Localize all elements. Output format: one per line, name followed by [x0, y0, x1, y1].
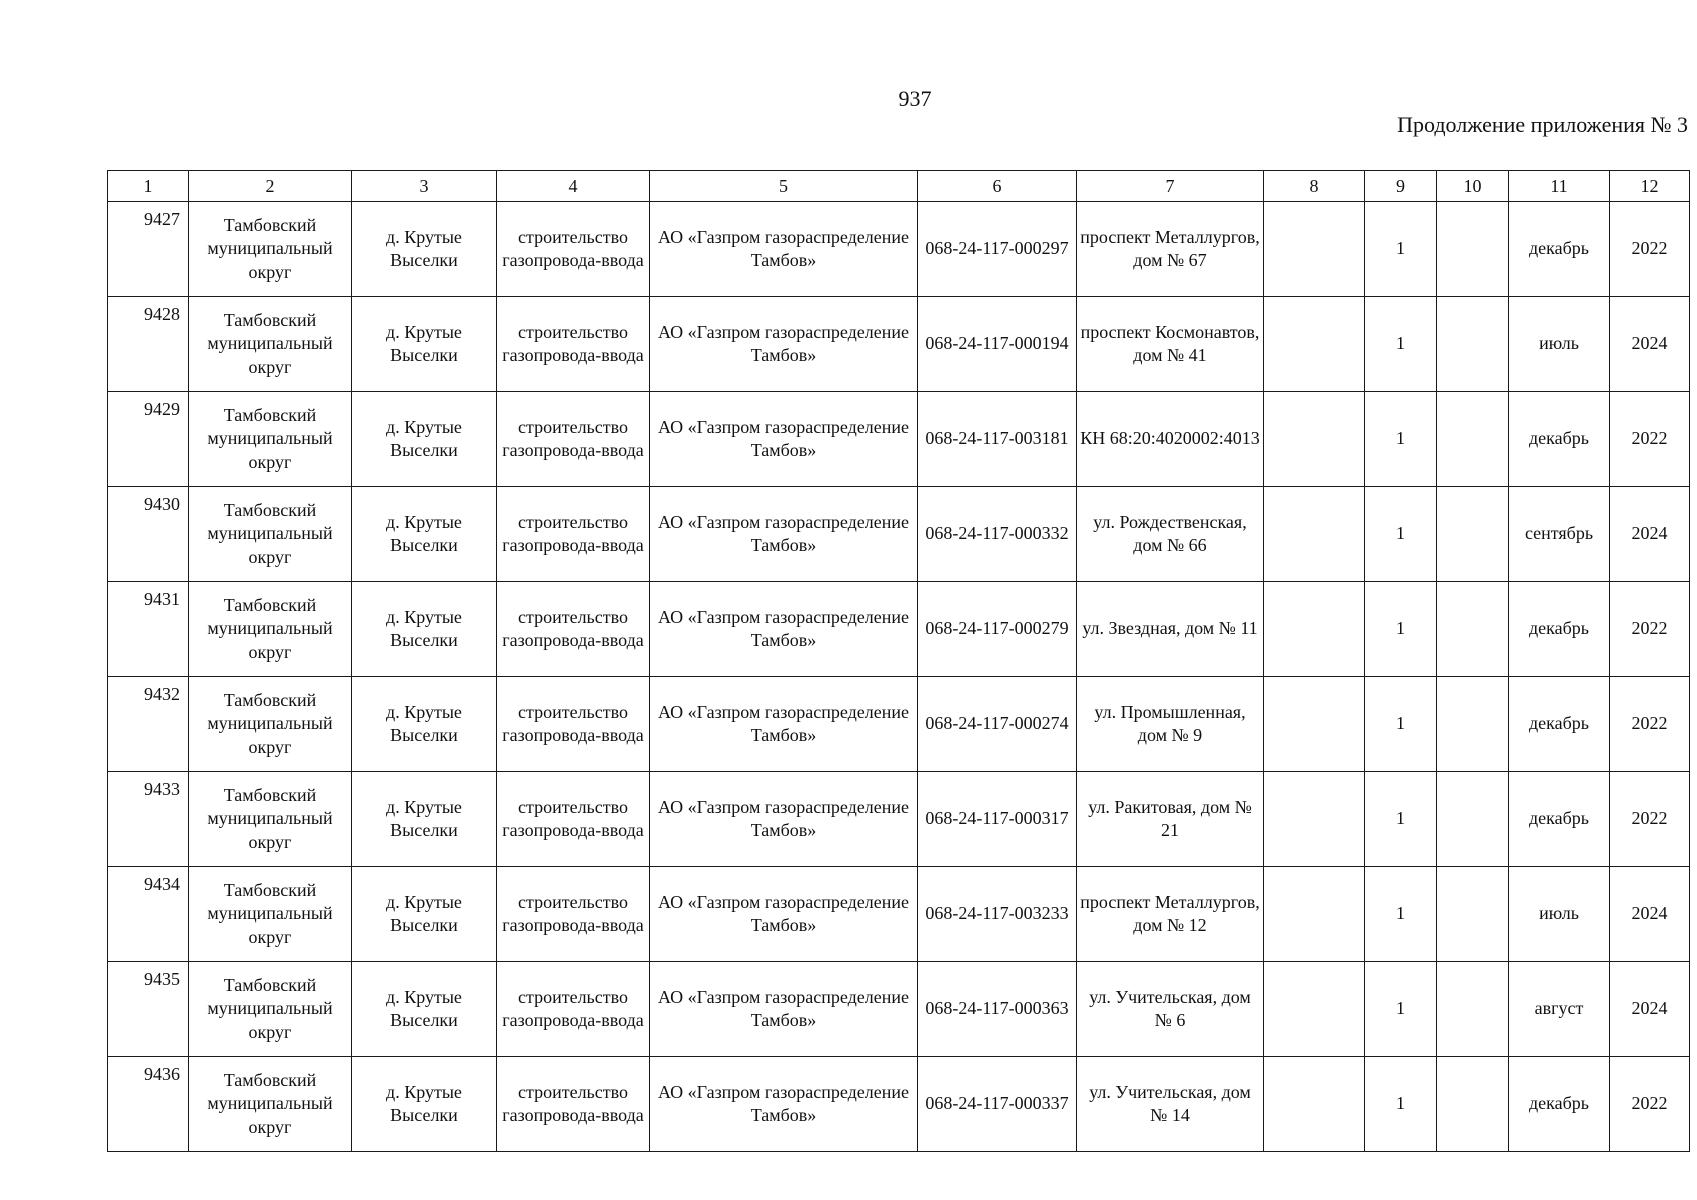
cell-year: 2024 [1610, 297, 1690, 392]
column-header-12: 12 [1610, 171, 1690, 202]
cell-col8 [1264, 582, 1365, 677]
table-header [108, 171, 1690, 202]
cell-work-type: строительство газопровода-ввода [497, 392, 650, 487]
appendix-caption: Продолжение приложения № 3 [1397, 112, 1688, 137]
cell-col10 [1437, 392, 1509, 487]
cell-work-type: строительство газопровода-ввода [497, 582, 650, 677]
cell-year: 2024 [1610, 962, 1690, 1057]
cell-work-type: строительство газопровода-ввода [497, 962, 650, 1057]
cell-month: декабрь [1509, 1057, 1610, 1152]
column-header-4: 4 [497, 171, 650, 202]
cell-month: декабрь [1509, 392, 1610, 487]
cell-object-code: 068-24-117-000274 [918, 677, 1077, 772]
table-row [108, 962, 1690, 1057]
table-body [108, 202, 1690, 1152]
cell-object-code: 068-24-117-000317 [918, 772, 1077, 867]
cell-settlement: д. Крутые Выселки [352, 392, 497, 487]
cell-settlement: д. Крутые Выселки [352, 297, 497, 392]
cell-col10 [1437, 297, 1509, 392]
cell-num: 9434 [108, 867, 189, 962]
cell-month: июль [1509, 297, 1610, 392]
cell-count: 1 [1365, 202, 1437, 297]
cell-district: Тамбовский муниципальный округ [189, 772, 352, 867]
table-row [108, 867, 1690, 962]
cell-work-type: строительство газопровода-ввода [497, 867, 650, 962]
cell-month: август [1509, 962, 1610, 1057]
column-header-1: 1 [108, 171, 189, 202]
cell-col8 [1264, 867, 1365, 962]
header-row [108, 171, 1690, 202]
cell-settlement: д. Крутые Выселки [352, 867, 497, 962]
cell-month: июль [1509, 867, 1610, 962]
cell-organization: АО «Газпром газораспределение Тамбов» [650, 392, 918, 487]
column-header-5: 5 [650, 171, 918, 202]
cell-settlement: д. Крутые Выселки [352, 582, 497, 677]
table-row [108, 392, 1690, 487]
cell-month: декабрь [1509, 772, 1610, 867]
cell-col8 [1264, 297, 1365, 392]
cell-year: 2024 [1610, 487, 1690, 582]
cell-work-type: строительство газопровода-ввода [497, 1057, 650, 1152]
cell-col10 [1437, 202, 1509, 297]
table-row [108, 487, 1690, 582]
cell-district: Тамбовский муниципальный округ [189, 487, 352, 582]
cell-month: декабрь [1509, 202, 1610, 297]
cell-col10 [1437, 582, 1509, 677]
cell-col8 [1264, 202, 1365, 297]
cell-object-code: 068-24-117-000337 [918, 1057, 1077, 1152]
cell-district: Тамбовский муниципальный округ [189, 962, 352, 1057]
cell-year: 2022 [1610, 202, 1690, 297]
column-header-8: 8 [1264, 171, 1365, 202]
cell-month: декабрь [1509, 677, 1610, 772]
cell-object-code: 068-24-117-003233 [918, 867, 1077, 962]
table-row [108, 202, 1690, 297]
cell-district: Тамбовский муниципальный округ [189, 1057, 352, 1152]
cell-address: проспект Металлургов, дом № 12 [1077, 867, 1264, 962]
cell-year: 2022 [1610, 582, 1690, 677]
cell-address: ул. Учительская, дом № 6 [1077, 962, 1264, 1057]
cell-district: Тамбовский муниципальный округ [189, 392, 352, 487]
cell-num: 9432 [108, 677, 189, 772]
cell-address: ул. Звездная, дом № 11 [1077, 582, 1264, 677]
cell-object-code: 068-24-117-000332 [918, 487, 1077, 582]
cell-col10 [1437, 867, 1509, 962]
page-number: 937 [898, 86, 932, 111]
register-table [107, 170, 1690, 1152]
cell-count: 1 [1365, 582, 1437, 677]
cell-count: 1 [1365, 677, 1437, 772]
cell-col10 [1437, 772, 1509, 867]
cell-address: КН 68:20:4020002:4013 [1077, 392, 1264, 487]
cell-year: 2022 [1610, 772, 1690, 867]
cell-district: Тамбовский муниципальный округ [189, 202, 352, 297]
cell-work-type: строительство газопровода-ввода [497, 297, 650, 392]
cell-work-type: строительство газопровода-ввода [497, 677, 650, 772]
column-header-7: 7 [1077, 171, 1264, 202]
cell-object-code: 068-24-117-000297 [918, 202, 1077, 297]
cell-work-type: строительство газопровода-ввода [497, 487, 650, 582]
cell-settlement: д. Крутые Выселки [352, 487, 497, 582]
cell-col8 [1264, 1057, 1365, 1152]
column-header-6: 6 [918, 171, 1077, 202]
table-row [108, 297, 1690, 392]
cell-object-code: 068-24-117-000194 [918, 297, 1077, 392]
cell-num: 9429 [108, 392, 189, 487]
cell-address: проспект Космонавтов, дом № 41 [1077, 297, 1264, 392]
cell-col8 [1264, 487, 1365, 582]
cell-count: 1 [1365, 297, 1437, 392]
cell-organization: АО «Газпром газораспределение Тамбов» [650, 487, 918, 582]
cell-count: 1 [1365, 962, 1437, 1057]
cell-organization: АО «Газпром газораспределение Тамбов» [650, 1057, 918, 1152]
cell-year: 2022 [1610, 677, 1690, 772]
cell-col10 [1437, 962, 1509, 1057]
cell-year: 2022 [1610, 1057, 1690, 1152]
cell-count: 1 [1365, 1057, 1437, 1152]
cell-address: ул. Промышленная, дом № 9 [1077, 677, 1264, 772]
cell-col8 [1264, 677, 1365, 772]
cell-settlement: д. Крутые Выселки [352, 772, 497, 867]
cell-col8 [1264, 962, 1365, 1057]
table-row [108, 772, 1690, 867]
cell-settlement: д. Крутые Выселки [352, 677, 497, 772]
table-row [108, 1057, 1690, 1152]
cell-col8 [1264, 392, 1365, 487]
cell-organization: АО «Газпром газораспределение Тамбов» [650, 677, 918, 772]
cell-col10 [1437, 487, 1509, 582]
cell-work-type: строительство газопровода-ввода [497, 772, 650, 867]
cell-month: декабрь [1509, 582, 1610, 677]
cell-num: 9436 [108, 1057, 189, 1152]
cell-address: ул. Учительская, дом № 14 [1077, 1057, 1264, 1152]
column-header-11: 11 [1509, 171, 1610, 202]
cell-num: 9430 [108, 487, 189, 582]
table-row [108, 582, 1690, 677]
cell-district: Тамбовский муниципальный округ [189, 297, 352, 392]
cell-address: ул. Ракитовая, дом № 21 [1077, 772, 1264, 867]
cell-year: 2024 [1610, 867, 1690, 962]
cell-settlement: д. Крутые Выселки [352, 962, 497, 1057]
cell-district: Тамбовский муниципальный округ [189, 582, 352, 677]
cell-district: Тамбовский муниципальный округ [189, 677, 352, 772]
column-header-2: 2 [189, 171, 352, 202]
cell-num: 9431 [108, 582, 189, 677]
cell-num: 9428 [108, 297, 189, 392]
column-header-3: 3 [352, 171, 497, 202]
cell-num: 9435 [108, 962, 189, 1057]
cell-col10 [1437, 677, 1509, 772]
cell-num: 9427 [108, 202, 189, 297]
cell-count: 1 [1365, 392, 1437, 487]
cell-object-code: 068-24-117-000363 [918, 962, 1077, 1057]
cell-work-type: строительство газопровода-ввода [497, 202, 650, 297]
cell-col8 [1264, 772, 1365, 867]
cell-organization: АО «Газпром газораспределение Тамбов» [650, 772, 918, 867]
cell-organization: АО «Газпром газораспределение Тамбов» [650, 867, 918, 962]
cell-organization: АО «Газпром газораспределение Тамбов» [650, 962, 918, 1057]
cell-district: Тамбовский муниципальный округ [189, 867, 352, 962]
cell-settlement: д. Крутые Выселки [352, 1057, 497, 1152]
cell-count: 1 [1365, 772, 1437, 867]
cell-col10 [1437, 1057, 1509, 1152]
cell-organization: АО «Газпром газораспределение Тамбов» [650, 202, 918, 297]
cell-object-code: 068-24-117-000279 [918, 582, 1077, 677]
column-header-9: 9 [1365, 171, 1437, 202]
cell-organization: АО «Газпром газораспределение Тамбов» [650, 582, 918, 677]
cell-count: 1 [1365, 487, 1437, 582]
cell-year: 2022 [1610, 392, 1690, 487]
cell-month: сентябрь [1509, 487, 1610, 582]
cell-address: ул. Рождественская, дом № 66 [1077, 487, 1264, 582]
cell-count: 1 [1365, 867, 1437, 962]
cell-settlement: д. Крутые Выселки [352, 202, 497, 297]
cell-num: 9433 [108, 772, 189, 867]
column-header-10: 10 [1437, 171, 1509, 202]
cell-address: проспект Металлургов, дом № 67 [1077, 202, 1264, 297]
table-row [108, 677, 1690, 772]
cell-organization: АО «Газпром газораспределение Тамбов» [650, 297, 918, 392]
cell-object-code: 068-24-117-003181 [918, 392, 1077, 487]
